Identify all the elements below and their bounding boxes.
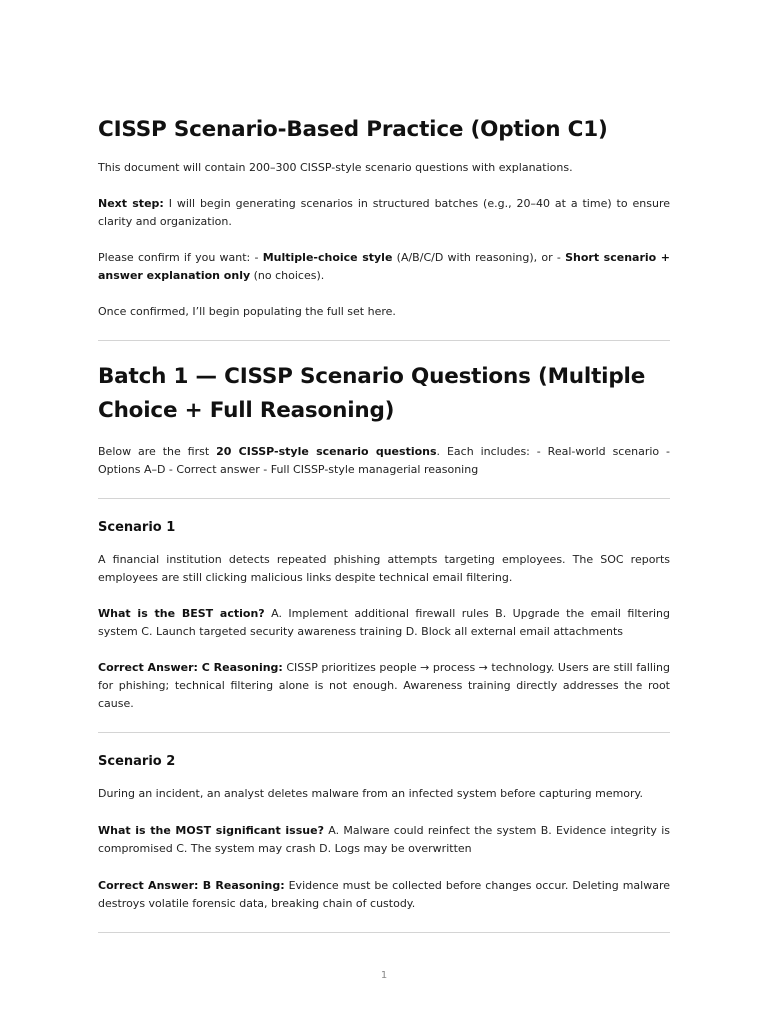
batch-desc-prefix: Below are the first xyxy=(98,445,217,458)
question-text: A. Implement additional firewall rules B. Upgrade the email filtering system C. Launch targeted security awareness training D. Block all external email attachments xyxy=(98,607,670,638)
answer-text: Evidence must be collected before changes occur. Deleting malware destroys volatile forensic data, breaking chain of custody. xyxy=(98,879,671,910)
confirm-option-2: Short scenario + answer explanation only xyxy=(98,251,670,282)
question-label: What is the BEST action? xyxy=(98,607,265,620)
divider xyxy=(98,340,670,341)
scenario-heading: Scenario 1 xyxy=(98,520,176,535)
scenario-question xyxy=(98,605,670,641)
question-text: A. Malware could reinfect the system B. Evidence integrity is compromised C. The system may crash D. Logs may be overwritten xyxy=(98,824,671,855)
confirm-mid: (A/B/C/D with reasoning), or - xyxy=(392,251,566,264)
scenario-body: During an incident, an analyst deletes malware from an infected system before capturing memory. xyxy=(98,787,643,800)
closing-paragraph: Once confirmed, I’ll begin populating the full set here. xyxy=(98,305,396,318)
divider xyxy=(98,932,670,933)
scenario-heading: Scenario 2 xyxy=(98,754,176,769)
batch-description xyxy=(98,443,670,479)
next-step-label: Next step: xyxy=(98,197,164,210)
next-step-text: I will begin generating scenarios in structured batches (e.g., 20–40 at a time) to ensure clarity and organization. xyxy=(98,197,670,228)
confirm-prefix: Please confirm if you want: - xyxy=(98,251,263,264)
document-page xyxy=(98,113,670,933)
confirm-suffix: (no choices). xyxy=(250,269,325,282)
scenario-answer xyxy=(98,659,670,713)
batch-title: Batch 1 — CISSP Scenario Questions (Multiple Choice + Full Reasoning) xyxy=(98,364,646,423)
scenario-answer xyxy=(98,877,670,913)
answer-label: Correct Answer: C Reasoning: xyxy=(98,661,283,674)
scenario-question xyxy=(98,822,670,858)
page-number: 1 xyxy=(380,970,388,981)
batch-desc-suffix: . Each includes: - Real-world scenario - Options A–D - Correct answer - Full CISSP-style managerial reasoning xyxy=(98,445,671,476)
confirm-paragraph xyxy=(98,249,670,285)
scenario-body: A financial institution detects repeated phishing attempts targeting employees. The SOC reports employees are still clicking malicious links despite technical email filtering. xyxy=(98,553,670,584)
document-title: CISSP Scenario-Based Practice (Option C1) xyxy=(98,117,608,142)
intro-paragraph: This document will contain 200–300 CISSP-style scenario questions with explanations. xyxy=(98,161,573,174)
confirm-option-1: Multiple-choice style xyxy=(262,251,393,264)
answer-label: Correct Answer: B Reasoning: xyxy=(98,879,285,892)
divider xyxy=(98,498,670,499)
question-label: What is the MOST significant issue? xyxy=(98,824,324,837)
next-step-paragraph xyxy=(98,195,670,231)
answer-text: CISSP prioritizes people → process → technology. Users are still falling for phishing; technical filtering alone is not enough. Awareness training directly addresses the root cause. xyxy=(98,661,670,710)
batch-desc-bold: 20 CISSP-style scenario questions xyxy=(216,445,437,458)
divider xyxy=(98,732,670,733)
